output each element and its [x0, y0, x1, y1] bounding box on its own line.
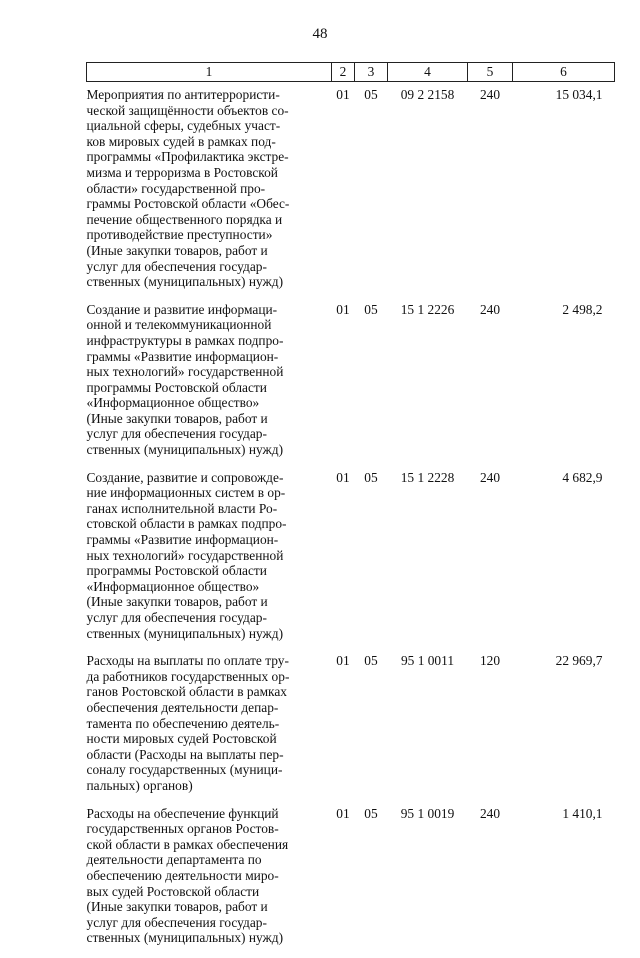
description-line: ков мировых судей в рамках под- [86, 133, 276, 149]
description-line: ственных (муниципальных) нужд) [86, 625, 284, 641]
row-description [87, 302, 332, 470]
description-line: ганах исполнительной власти Ро- [86, 500, 278, 516]
table-header-row [87, 63, 615, 82]
description-line: области (Расходы на выплаты пер- [86, 746, 284, 762]
description-line: (Иные закупки товаров, работ и [86, 410, 268, 426]
description-line: «Информационное общество» [86, 395, 260, 411]
description-line: печение общественного порядка и [86, 211, 283, 227]
row-target-article-code: 15 1 2228 [400, 469, 455, 485]
description-line: государственных органов Ростов- [86, 821, 279, 837]
row-amount: 22 969,7 [555, 653, 603, 669]
description-line: мизма и терроризма в Ростовской [86, 164, 278, 180]
row-target-article-code: 09 2 2158 [400, 87, 455, 102]
row-section-code: 01 [336, 653, 350, 669]
description-line: инфраструктуры в рамках подпро- [86, 332, 284, 348]
table-row [87, 82, 615, 302]
header-col-5: 5 [468, 63, 513, 82]
row-description [87, 653, 332, 805]
description-line: граммы Ростовской области «Обес- [86, 196, 290, 212]
description-line: деятельности департамента по [86, 852, 262, 868]
row-subsection-code: 05 [364, 87, 378, 102]
row-description [87, 806, 332, 958]
description-line: Создание и развитие информаци- [86, 301, 278, 317]
row-description [87, 470, 332, 654]
description-line: тамента по обеспечению деятель- [86, 715, 280, 731]
row-amount: 2 498,2 [562, 301, 603, 317]
description-line: обеспечения деятельности депар- [86, 699, 279, 715]
row-section-code: 01 [336, 87, 350, 102]
row-subsection-code: 05 [364, 469, 378, 485]
description-line: услуг для обеспечения государ- [86, 610, 267, 625]
budget-table [86, 62, 615, 958]
header-col-3: 3 [355, 63, 388, 82]
row-section-code: 01 [336, 301, 350, 317]
header-col-6: 6 [513, 63, 615, 82]
description-line: «Информационное общество» [86, 578, 260, 594]
header-col-4: 4 [388, 63, 468, 82]
row-section-code: 01 [336, 805, 350, 821]
page-number: 48 [312, 26, 328, 42]
description-line: стовской области в рамках подпро- [86, 516, 287, 532]
description-line: ственных (муниципальных) нужд) [86, 442, 284, 458]
description-line: ных технологий» государственной [86, 547, 284, 563]
row-subsection-code: 05 [364, 301, 378, 317]
description-line: ственных (муниципальных) нужд) [86, 930, 284, 946]
description-line: области» государственной про- [86, 180, 266, 196]
table-row [87, 653, 615, 805]
row-section-code: 01 [336, 469, 350, 485]
description-line: программы «Профилактика экстре- [86, 149, 289, 165]
table-body [87, 82, 615, 958]
description-line: услуг для обеспечения государ- [86, 258, 267, 274]
description-line: ственных (муниципальных) нужд) [86, 274, 284, 290]
description-line: Расходы на выплаты по оплате тру- [86, 653, 289, 669]
header-col-1: 1 [87, 63, 332, 82]
description-line: соналу государственных (муници- [86, 762, 283, 778]
row-expense-type-code: 120 [479, 653, 501, 669]
description-line: услуг для обеспечения государ- [86, 914, 267, 930]
description-line: программы Ростовской области [86, 563, 267, 579]
description-line: пальных) органов) [86, 777, 193, 793]
description-line: ных технологий» государственной [86, 364, 284, 380]
table-row [87, 806, 615, 958]
description-line: ческой защищённости объектов со- [86, 102, 289, 118]
description-line: противодействие преступности» [86, 227, 273, 243]
description-line: онной и телекоммуникационной [86, 317, 272, 333]
description-line: программы Ростовской области [86, 379, 267, 395]
table-row [87, 302, 615, 470]
description-line: граммы «Развитие информацион- [86, 532, 279, 548]
row-expense-type-code: 240 [479, 469, 501, 485]
row-description [87, 82, 332, 302]
description-line: (Иные закупки товаров, работ и [86, 594, 268, 610]
description-line: Создание, развитие и сопровожде- [86, 469, 284, 485]
description-line: да работников государственных ор- [86, 668, 290, 684]
row-target-article-code: 15 1 2226 [400, 301, 455, 317]
description-line: ности мировых судей Ростовской [86, 731, 277, 747]
description-line: (Иные закупки товаров, работ и [86, 242, 268, 258]
description-line: ганов Ростовской области в рамках [86, 684, 287, 700]
row-amount: 15 034,1 [555, 87, 603, 102]
description-line: Расходы на обеспечение функций [86, 805, 279, 821]
description-line: вых судей Ростовской области [86, 883, 260, 899]
row-subsection-code: 05 [364, 653, 378, 669]
row-expense-type-code: 240 [479, 301, 501, 317]
description-line: ние информационных систем в ор- [86, 485, 286, 501]
description-line: граммы «Развитие информацион- [86, 348, 279, 364]
description-line: циальной сферы, судебных участ- [86, 118, 281, 134]
row-expense-type-code: 240 [479, 805, 501, 821]
row-expense-type-code: 240 [479, 87, 501, 102]
row-amount: 1 410,1 [562, 805, 603, 821]
description-line: Мероприятия по антитеррористи- [86, 87, 280, 102]
row-subsection-code: 05 [364, 805, 378, 821]
row-target-article-code: 95 1 0011 [400, 653, 455, 669]
header-col-2: 2 [332, 63, 355, 82]
description-line: (Иные закупки товаров, работ и [86, 899, 268, 915]
row-amount: 4 682,9 [562, 469, 603, 485]
description-line: обеспечению деятельности миро- [86, 867, 279, 883]
description-line: услуг для обеспечения государ- [86, 426, 267, 442]
description-line: ской области в рамках обеспечения [86, 836, 289, 852]
row-target-article-code: 95 1 0019 [400, 805, 455, 821]
table-row [87, 470, 615, 654]
